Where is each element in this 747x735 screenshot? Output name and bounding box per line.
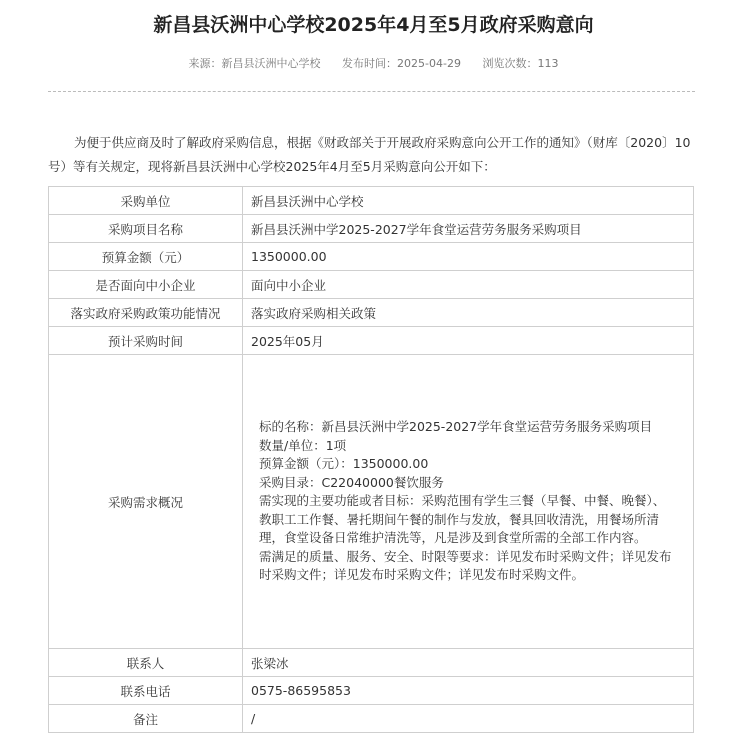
table-row bbox=[49, 299, 694, 327]
views-label: 浏览次数： bbox=[482, 57, 538, 70]
publish-info bbox=[342, 57, 461, 70]
summary-line: 采购目录：C22040000餐饮服务 bbox=[259, 474, 444, 490]
table-row bbox=[49, 187, 694, 215]
summary-line: 需实现的主要功能或者目标：采购范围有学生三餐（早餐、中餐、晚餐）、教职工工作餐、暑托期间午餐的制作与发放，餐具回收清洗，用餐场所清理，食堂设备日常维护清洗等，凡是涉及到食堂所需的全部工作内容。 bbox=[259, 493, 666, 546]
row-label: 落实政府采购政策功能情况 bbox=[49, 299, 243, 327]
table-row bbox=[49, 677, 694, 705]
row-label: 预算金额（元） bbox=[49, 243, 243, 271]
publish-label: 发布时间： bbox=[342, 57, 398, 70]
table-row bbox=[49, 705, 694, 733]
summary-line: 预算金额（元）：1350000.00 bbox=[259, 456, 429, 472]
row-value: 1350000.00 bbox=[243, 243, 694, 271]
views-info bbox=[482, 57, 558, 70]
source-info bbox=[189, 57, 321, 70]
views-count: 113 bbox=[537, 57, 559, 70]
contact-value: 张梁冰 bbox=[243, 649, 694, 677]
row-value: 新昌县沃洲中心学校 bbox=[243, 187, 694, 215]
phone-label: 联系电话 bbox=[49, 677, 243, 705]
summary-line: 数量/单位：1项 bbox=[259, 437, 347, 453]
contact-label: 联系人 bbox=[49, 649, 243, 677]
row-label: 采购单位 bbox=[49, 187, 243, 215]
remarks-value: / bbox=[243, 705, 694, 733]
summary-label: 采购需求概况 bbox=[49, 355, 243, 649]
summary-row bbox=[49, 355, 694, 649]
row-label: 预计采购时间 bbox=[49, 327, 243, 355]
row-value: 面向中小企业 bbox=[243, 271, 694, 299]
source-value: 新昌县沃洲中心学校 bbox=[221, 57, 321, 70]
procurement-table bbox=[48, 186, 694, 733]
intro-paragraph: 为便于供应商及时了解政府采购信息，根据《财政部关于开展政府采购意向公开工作的通知》（财库〔2020〕10号）等有关规定，现将新昌县沃洲中心学校2025年4月至5月采购意向公开如下： bbox=[48, 135, 691, 174]
table-row bbox=[49, 215, 694, 243]
row-value: 落实政府采购相关政策 bbox=[243, 299, 694, 327]
article-meta bbox=[0, 55, 747, 73]
summary-detail bbox=[251, 418, 685, 585]
summary-cell bbox=[243, 355, 694, 649]
publish-date: 2025-04-29 bbox=[397, 57, 461, 70]
source-label: 来源： bbox=[188, 57, 222, 70]
summary-line: 标的名称：新昌县沃洲中学2025-2027学年食堂运营劳务服务采购项目 bbox=[259, 419, 653, 435]
table-row bbox=[49, 327, 694, 355]
row-value: 新昌县沃洲中学2025-2027学年食堂运营劳务服务采购项目 bbox=[243, 215, 694, 243]
row-value: 2025年05月 bbox=[243, 327, 694, 355]
table-row bbox=[49, 271, 694, 299]
row-label: 是否面向中小企业 bbox=[49, 271, 243, 299]
row-label: 采购项目名称 bbox=[49, 215, 243, 243]
remarks-label: 备注 bbox=[49, 705, 243, 733]
page-title: 新昌县沃洲中心学校2025年4月至5月政府采购意向 bbox=[153, 14, 594, 36]
table-row bbox=[49, 243, 694, 271]
summary-line: 需满足的质量、服务、安全、时限等要求：详见发布时采购文件；详见发布时采购文件；详见发布时采购文件；详见发布时采购文件。 bbox=[259, 548, 672, 583]
table-row bbox=[49, 649, 694, 677]
phone-value: 0575-86595853 bbox=[243, 677, 694, 705]
divider bbox=[48, 91, 695, 92]
